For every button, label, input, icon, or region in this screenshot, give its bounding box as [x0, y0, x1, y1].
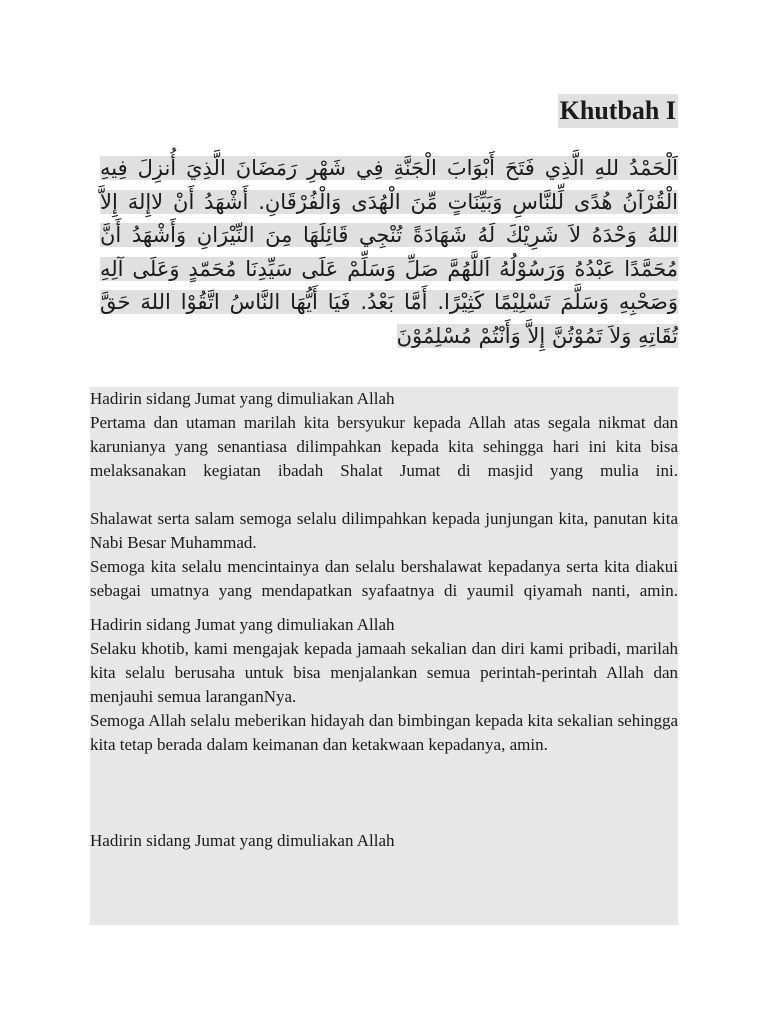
sermon-body [90, 387, 678, 925]
title-container [558, 94, 678, 128]
paragraph-spacer [90, 757, 678, 829]
paragraph-guidance: Semoga Allah selalu meberikan hidayah dan bimbingan kepada kita sekalian sehingga kita tetap berada dalam keimanan dan ketakwaan kepadanya, amin. [90, 711, 678, 754]
paragraph-love-prophet: Semoga kita selalu mencintainya dan selalu bershalawat kepadanya serta kita diakui sebagai umatnya yang mendapatkan syafaatnya di yaumil qiyamah nanti, amin. [90, 557, 678, 600]
section-heading-2: Hadirin sidang Jumat yang dimuliakan Allah [90, 615, 395, 634]
paragraph-gratitude: Pertama dan utaman marilah kita bersyukur kepada Allah atas segala nikmat dan karunianya yang senantiasa dilimpahkan kepada kita sehingga hari ini kita bisa melaksanakan kegiatan ibadah Shalat Jumat di masjid yang mulia ini. [90, 413, 678, 480]
arabic-text: اَلْحَمْدُ للهِ الَّذِي فَتَحَ أَبْوَابَ الْجَنَّةِ فِي شَهْرِ رَمَضَانَ الَّذِيَ أُنزِلَ فِيهِ الْقُرْآنُ هُدًى لِّلنَّاسِ وَبَيِّنَاتٍ مِّنَ الْهُدَى وَالْفُرْقَانِ. أَشْهَدُ أَنْ لاإِلهَ إِلاَّ اللهُ وَحْدَهُ لاَ شَرِيْكَ لَهُ شَهَادَةً تُنْجِي قَائِلَهَا مِنَ النِّيْرَانِ وَأَشْهَدُ أَنَّ مُحَمَّدًا عَبْدُهُ وَرَسُوْلُهُ اَللَّهُمَّ صَلِّ وَسَلِّمْ عَلَى سَيِّدِنَا مُحَمّدٍ وَعَلَى آلِهِ وَصَحْبِهِ وَسَلَّمَ تَسْلِيْمًا كَثِيْرًا. أَمَّا بَعْدُ. فَيَا أَيُّهَا النَّاسُ اتَّقُوْا اللهَ حَقَّ تُقَاتِهِ وَلاَ تَمُوْتُنَّ إِلاَّ وَأَنْتُمْ مُسْلِمُوْنَ [100, 156, 678, 348]
paragraph-spacer [90, 603, 678, 613]
paragraph-invitation: Selaku khotib, kami mengajak kepada jamaah sekalian dan diri kami pribadi, marilah kita selalu berusaha untuk bisa menjalankan semua perintah-perintah Allah dan menjauhi semua laranganNya. [90, 639, 678, 706]
section-heading-3: Hadirin sidang Jumat yang dimuliakan Allah [90, 831, 395, 850]
paragraph-shalawat: Shalawat serta salam semoga selalu dilimpahkan kepada junjungan kita, panutan kita Nabi Besar Muhammad. [90, 509, 678, 552]
section-heading-1: Hadirin sidang Jumat yang dimuliakan Allah [90, 389, 395, 408]
paragraph-spacer [90, 483, 678, 507]
arabic-opening-text [100, 152, 678, 353]
page-title: Khutbah I [558, 94, 678, 128]
